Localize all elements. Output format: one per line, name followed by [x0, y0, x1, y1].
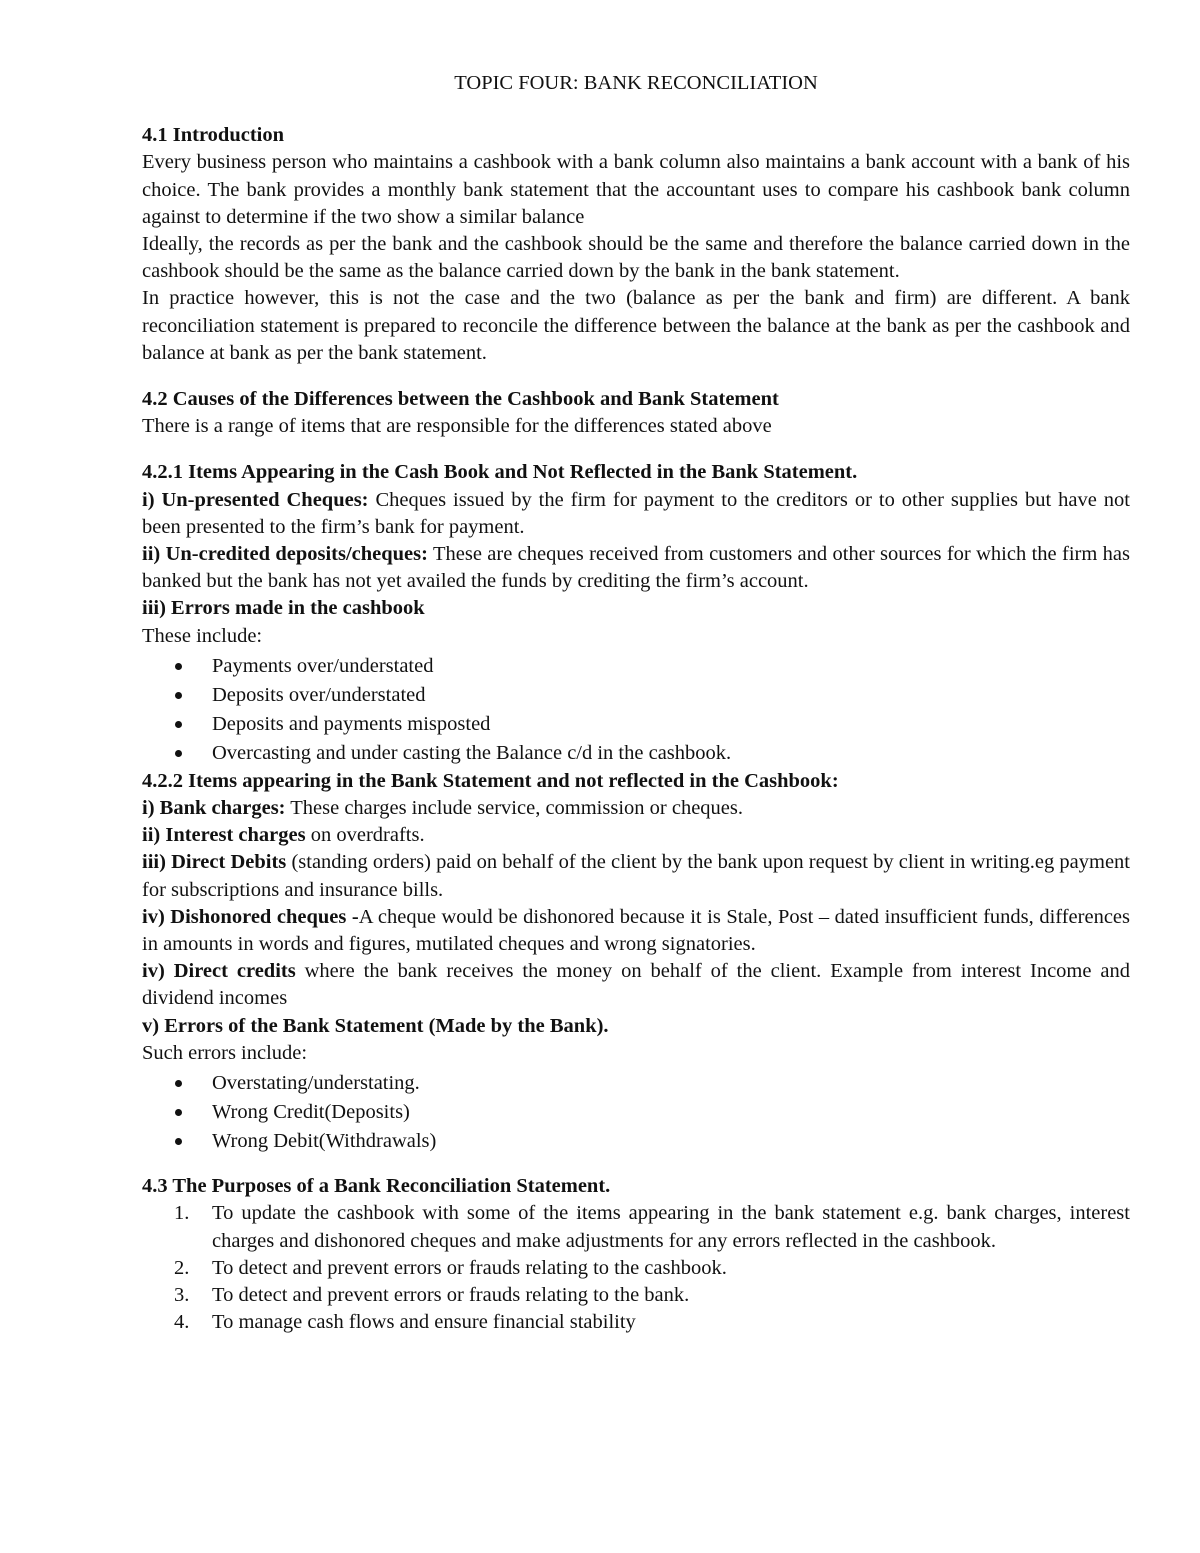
- interest-charges-text: on overdrafts.: [305, 824, 425, 847]
- list-item: Payments over/understated: [142, 652, 1130, 681]
- bullet-icon: [175, 663, 182, 670]
- section-422-heading: 4.2.2 Items appearing in the Bank Statement and not reflected in the Cashbook:: [142, 769, 839, 792]
- causes-heading: 4.2 Causes of the Differences between the Cashbook and Bank Statement: [142, 388, 779, 411]
- list-item: Deposits and payments misposted: [142, 710, 1130, 739]
- bullet-icon: [175, 1138, 182, 1145]
- list-item: Wrong Credit(Deposits): [142, 1098, 1130, 1127]
- interest-charges-item: [142, 822, 1130, 849]
- bullet-icon: [175, 1109, 182, 1116]
- list-item: Overcasting and under casting the Balance c/d in the cashbook.: [142, 739, 1130, 768]
- dishonored-cheques-item: [142, 904, 1130, 958]
- cashbook-errors-label: iii) Errors made in the cashbook: [142, 597, 425, 620]
- list-item: 4. To manage cash flows and ensure financial stability: [174, 1311, 636, 1334]
- bank-errors-intro: Such errors include:: [142, 1041, 308, 1064]
- bullet-icon: [175, 692, 182, 699]
- bullet-icon: [175, 721, 182, 728]
- bullet-icon: [175, 750, 182, 757]
- cashbook-errors-intro: These include:: [142, 624, 263, 647]
- bank-charges-text: These charges include service, commission or cheques.: [285, 797, 744, 820]
- list-item: Wrong Debit(Withdrawals): [142, 1127, 1130, 1156]
- page-title: TOPIC FOUR: BANK RECONCILIATION: [454, 72, 818, 94]
- list-item: 3. To detect and prevent errors or frauds relating to the bank.: [174, 1283, 690, 1306]
- bank-errors-label: v) Errors of the Bank Statement (Made by the Bank).: [142, 1014, 609, 1037]
- interest-charges-label: ii) Interest charges: [142, 824, 306, 847]
- uncredited-deposits-item: [142, 541, 1130, 595]
- section-421-heading: 4.2.1 Items Appearing in the Cash Book and Not Reflected in the Bank Statement.: [142, 461, 858, 484]
- direct-credits-item: [142, 958, 1130, 1012]
- direct-debits-text: (standing orders) paid on behalf of the client by the bank upon request by client in writing.eg payment for subscriptions and insurance bills.: [142, 851, 1130, 901]
- intro-paragraph-2: Ideally, the records as per the bank and the cashbook should be the same and therefore the balance carried down in the cashbook should be the same as the balance carried down by the bank in the bank statement.: [142, 233, 1130, 283]
- direct-debits-label: iii) Direct Debits: [142, 851, 287, 874]
- direct-debits-item: [142, 849, 1130, 903]
- intro-paragraph-3: In practice however, this is not the case and the two (balance as per the bank and firm) are different. A bank reconciliation statement is prepared to reconcile the difference between the balance at the bank as per the cashbook and balance at bank as per the bank statement.: [142, 287, 1130, 364]
- dishonored-cheques-label: iv) Dishonored cheques -: [142, 905, 359, 928]
- list-item: Deposits over/understated: [142, 681, 1130, 710]
- bullet-icon: [175, 1080, 182, 1087]
- unpresented-cheques-label: i) Un-presented Cheques:: [142, 488, 369, 511]
- purposes-heading: 4.3 The Purposes of a Bank Reconciliation Statement.: [142, 1175, 611, 1198]
- bank-charges-label: i) Bank charges:: [142, 797, 286, 820]
- direct-credits-label: iv) Direct credits: [142, 960, 296, 983]
- list-item: 2. To detect and prevent errors or frauds relating to the cashbook.: [174, 1256, 727, 1279]
- document-content: [142, 70, 1130, 1336]
- cashbook-errors-list: [142, 652, 1130, 768]
- unpresented-cheques-text: Cheques issued by the firm for payment to the creditors or to other supplies but have not been presented to the firm’s bank for payment.: [142, 488, 1130, 538]
- uncredited-deposits-text: These are cheques received from customers and other sources for which the firm has banked but the bank has not yet availed the funds by crediting the firm’s account.: [142, 543, 1130, 593]
- uncredited-deposits-label: ii) Un-credited deposits/cheques:: [142, 543, 428, 566]
- intro-heading: 4.1 Introduction: [142, 124, 285, 147]
- causes-paragraph: There is a range of items that are responsible for the differences stated above: [142, 415, 772, 438]
- bank-charges-item: [142, 795, 1130, 822]
- intro-paragraph-1: Every business person who maintains a cashbook with a bank column also maintains a bank account with a bank of his choice. The bank provides a monthly bank statement that the accountant uses to compare his cashbook bank column against to determine if the two show a similar balance: [142, 151, 1130, 228]
- direct-credits-text: where the bank receives the money on behalf of the client. Example from interest Income and dividend incomes: [142, 960, 1131, 1010]
- bank-errors-list: [142, 1069, 1130, 1156]
- list-item: Overstating/understating.: [142, 1069, 1130, 1098]
- purposes-list: [142, 1200, 1130, 1336]
- unpresented-cheques-item: [142, 487, 1130, 541]
- dishonored-cheques-text: A cheque would be dishonored because it is Stale, Post – dated insufficient funds, differences in amounts in words and figures, mutilated cheques and wrong signatories.: [142, 905, 1130, 956]
- list-item: 1. To update the cashbook with some of the items appearing in the bank statement e.g. bank charges, interest charges and dishonored cheques and make adjustments for any errors reflected in the cashbook.: [174, 1202, 1130, 1252]
